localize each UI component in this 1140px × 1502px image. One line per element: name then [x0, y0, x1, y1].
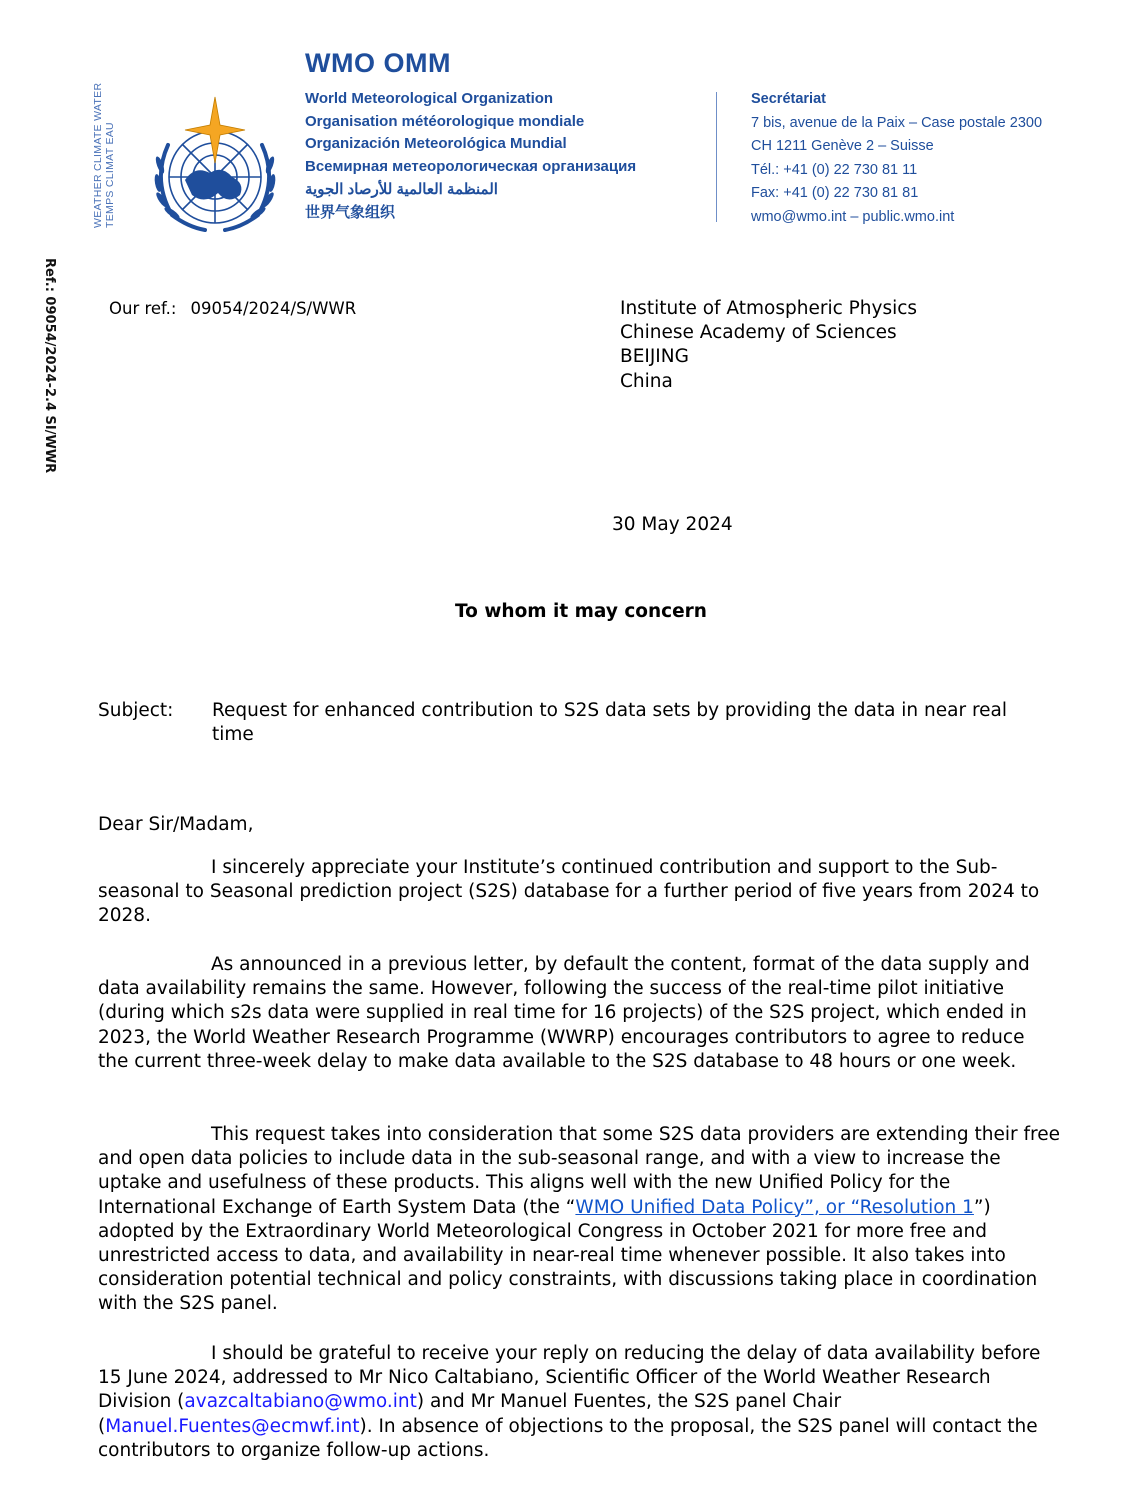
email-link-fuentes[interactable]: Manuel.Fuentes@ecmwf.int [105, 1415, 360, 1437]
our-reference [109, 297, 356, 321]
salutation: Dear Sir/Madam, [98, 814, 254, 835]
wmo-emblem-icon [150, 95, 280, 235]
secretariat-title: Secrétariat [751, 91, 826, 107]
org-name-ar: المنظمة العالمية للأرصاد الجوية [305, 180, 498, 198]
org-name-es: Organización Meteorológica Mundial [305, 135, 567, 153]
secretariat-fax: Fax: +41 (0) 22 730 81 81 [751, 185, 919, 201]
secretariat-phone: Tél.: +41 (0) 22 730 81 11 [751, 161, 918, 178]
our-ref-value: 09054/2024/S/WWR [190, 299, 357, 318]
paragraph-4-text-a: I should be grateful to receive your reply on reducing the delay of data availability before 15 June 2024, addressed to Mr Nico Caltabiano, Scientific Officer of the World Weather Research Division ( [98, 1343, 1041, 1413]
org-name-fr: Organisation météorologique mondiale [305, 112, 585, 130]
org-name-ru: Всемирная метеорологическая организация [305, 158, 637, 176]
tagline-en: WEATHER CLIMATE WATER [92, 82, 104, 228]
paragraph-1-text: I sincerely appreciate your Institute’s continued contribution and support to the Sub-seasonal to Seasonal prediction project (S2S) database for a further period of five years from 2024 to 2028. [98, 857, 1040, 927]
recipient-line: China [620, 370, 673, 392]
subject-text: Request for enhanced contribution to S2S data sets by providing the data in near real time [212, 700, 1008, 746]
paragraph-3-text-a: This request takes into consideration that some S2S data providers are extending their free and open data policies to include data in the sub-seasonal range, and with a view to increase the uptake and usefulness of these products. This aligns well with the new Unified Policy for the International Exchange of Earth System Data (the “ [98, 1124, 1060, 1218]
recipient-line: Chinese Academy of Sciences [620, 322, 897, 344]
paragraph-4-text-c: ). In absence of objections to the proposal, the S2S panel will contact the contributors to organize follow-up actions. [98, 1415, 1038, 1461]
recipient-line: Institute of Atmospheric Physics [620, 298, 918, 319]
letter-heading: To whom it may concern [455, 601, 707, 622]
secretariat-block [751, 88, 1042, 229]
header-divider [716, 92, 717, 222]
paragraph-2 [98, 953, 1060, 1074]
paragraph-1 [98, 856, 1060, 929]
tagline-fr: TEMPS CLIMAT EAU [104, 122, 116, 228]
secretariat-address: 7 bis, avenue de la Paix – Case postale 2300 [751, 114, 1043, 131]
letter-date: 30 May 2024 [612, 514, 733, 535]
paragraph-2-text: As announced in a previous letter, by default the content, format of the data supply and data availability remains the same. However, following the success of the real-time pilot initiative (during which s2s data were supplied in real time for 16 projects) of the S2S project, which ended in 2023, the World Weather Research Programme (WWRP) encourages contributors to agree to reduce the current three-week delay to make data available to the S2S database to 48 hours or one week. [98, 954, 1030, 1072]
org-names [305, 88, 636, 224]
recipient-line: BEIJING [620, 346, 689, 368]
paragraph-4-text-b: ) and Mr Manuel Fuentes, the S2S panel Chair ( [98, 1391, 842, 1437]
paragraph-3 [98, 1123, 1060, 1317]
recipient-address [620, 297, 917, 394]
subject-label: Subject: [98, 700, 174, 721]
secretariat-contact: wmo@wmo.int – public.wmo.int [751, 208, 955, 225]
brand-title: WMO OMM [305, 48, 451, 78]
org-name-zh: 世界气象组织 [305, 203, 396, 221]
paragraph-3-text-b: ”) adopted by the Extraordinary World Meteorological Congress in October 2021 for more free and unrestricted access to data, and availability in near-real time whenever possible. It also takes into consideration potential technical and policy constraints, with discussions taking place in coordination with the S2S panel. [98, 1196, 1038, 1315]
side-reference: Ref.: 09054/2024-2.4 SI/WWR [42, 258, 57, 474]
email-link-caltabiano[interactable]: avazcaltabiano@wmo.int [184, 1391, 417, 1413]
secretariat-city: CH 1211 Genève 2 – Suisse [751, 138, 934, 154]
tagline [92, 83, 116, 228]
our-ref-label: Our ref.: [109, 299, 177, 318]
unified-data-policy-link[interactable]: WMO Unified Data Policy”, or “Resolution 1 [575, 1196, 974, 1218]
org-name-en: World Meteorological Organization [305, 90, 554, 107]
paragraph-4 [98, 1342, 1060, 1463]
